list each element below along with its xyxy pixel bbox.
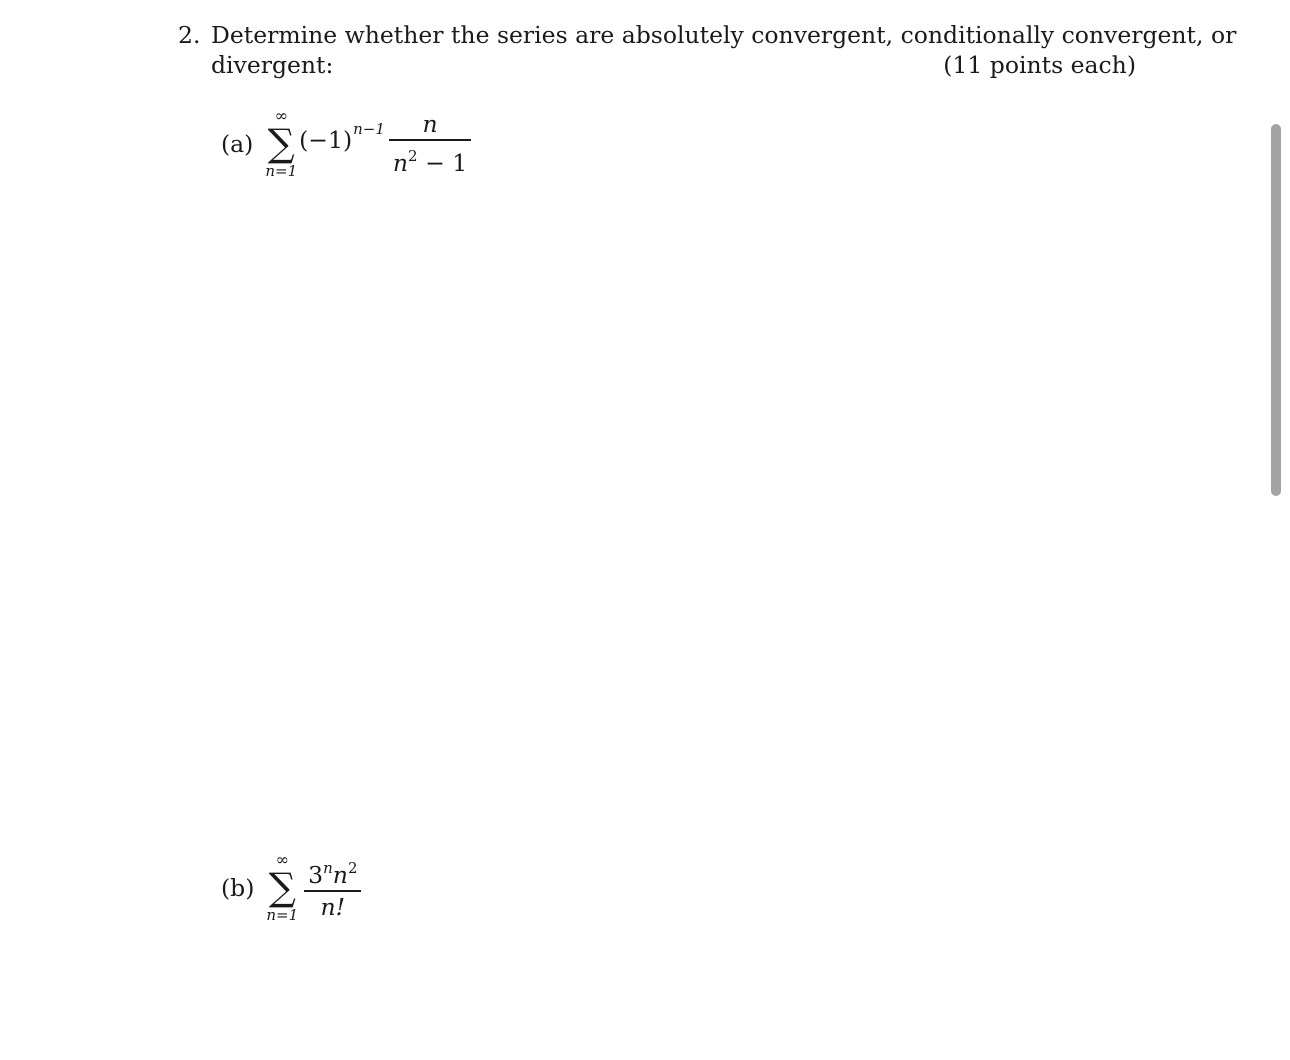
part-a-sign-exponent: n−1 bbox=[353, 120, 385, 139]
problem-number: 2. bbox=[178, 21, 201, 49]
part-a-denominator-exponent: 2 bbox=[408, 146, 418, 165]
part-a-fraction bbox=[389, 109, 471, 177]
problem-line-2 bbox=[178, 50, 1138, 80]
part-a bbox=[221, 108, 471, 179]
part-b-denominator: n! bbox=[320, 892, 346, 921]
part-a-summation bbox=[265, 108, 297, 179]
part-b-numerator bbox=[304, 853, 361, 890]
points-label: (11 points each) bbox=[943, 51, 1136, 79]
part-a-sum-lower-limit: n=1 bbox=[265, 162, 298, 180]
part-b-numerator-exponent-a: n bbox=[323, 859, 333, 878]
vertical-scrollbar-thumb[interactable] bbox=[1271, 124, 1281, 496]
part-a-denominator bbox=[389, 141, 471, 178]
problem-line-1 bbox=[178, 20, 1237, 50]
part-a-sigma-symbol: ∑ bbox=[267, 121, 295, 165]
part-a-denominator-base: n bbox=[392, 148, 409, 177]
part-b-numerator-base-b: n bbox=[332, 861, 348, 890]
part-a-sign-factor bbox=[299, 120, 385, 155]
part-b-sum-lower-limit: n=1 bbox=[266, 906, 299, 924]
part-b bbox=[221, 852, 361, 923]
part-b-summation bbox=[266, 852, 298, 923]
part-a-label: (a) bbox=[221, 129, 254, 158]
part-b-sum-upper-limit: ∞ bbox=[275, 850, 289, 869]
part-a-sum-upper-limit: ∞ bbox=[274, 106, 288, 125]
part-b-numerator-exponent-b: 2 bbox=[347, 859, 358, 878]
problem-text-line-2: divergent: bbox=[211, 51, 334, 79]
part-a-term bbox=[299, 109, 471, 177]
part-b-numerator-base-a: 3 bbox=[308, 861, 324, 890]
part-b-sigma-symbol: ∑ bbox=[268, 865, 296, 909]
part-a-denominator-rest: − 1 bbox=[417, 148, 468, 177]
problem-text-line-1: Determine whether the series are absolutely convergent, conditionally convergent, or bbox=[211, 21, 1237, 49]
part-b-fraction bbox=[304, 853, 361, 921]
problem-statement bbox=[178, 20, 1237, 80]
part-a-sign-base: (−1) bbox=[299, 126, 353, 155]
part-b-label: (b) bbox=[221, 873, 255, 902]
part-a-numerator: n bbox=[422, 110, 438, 139]
